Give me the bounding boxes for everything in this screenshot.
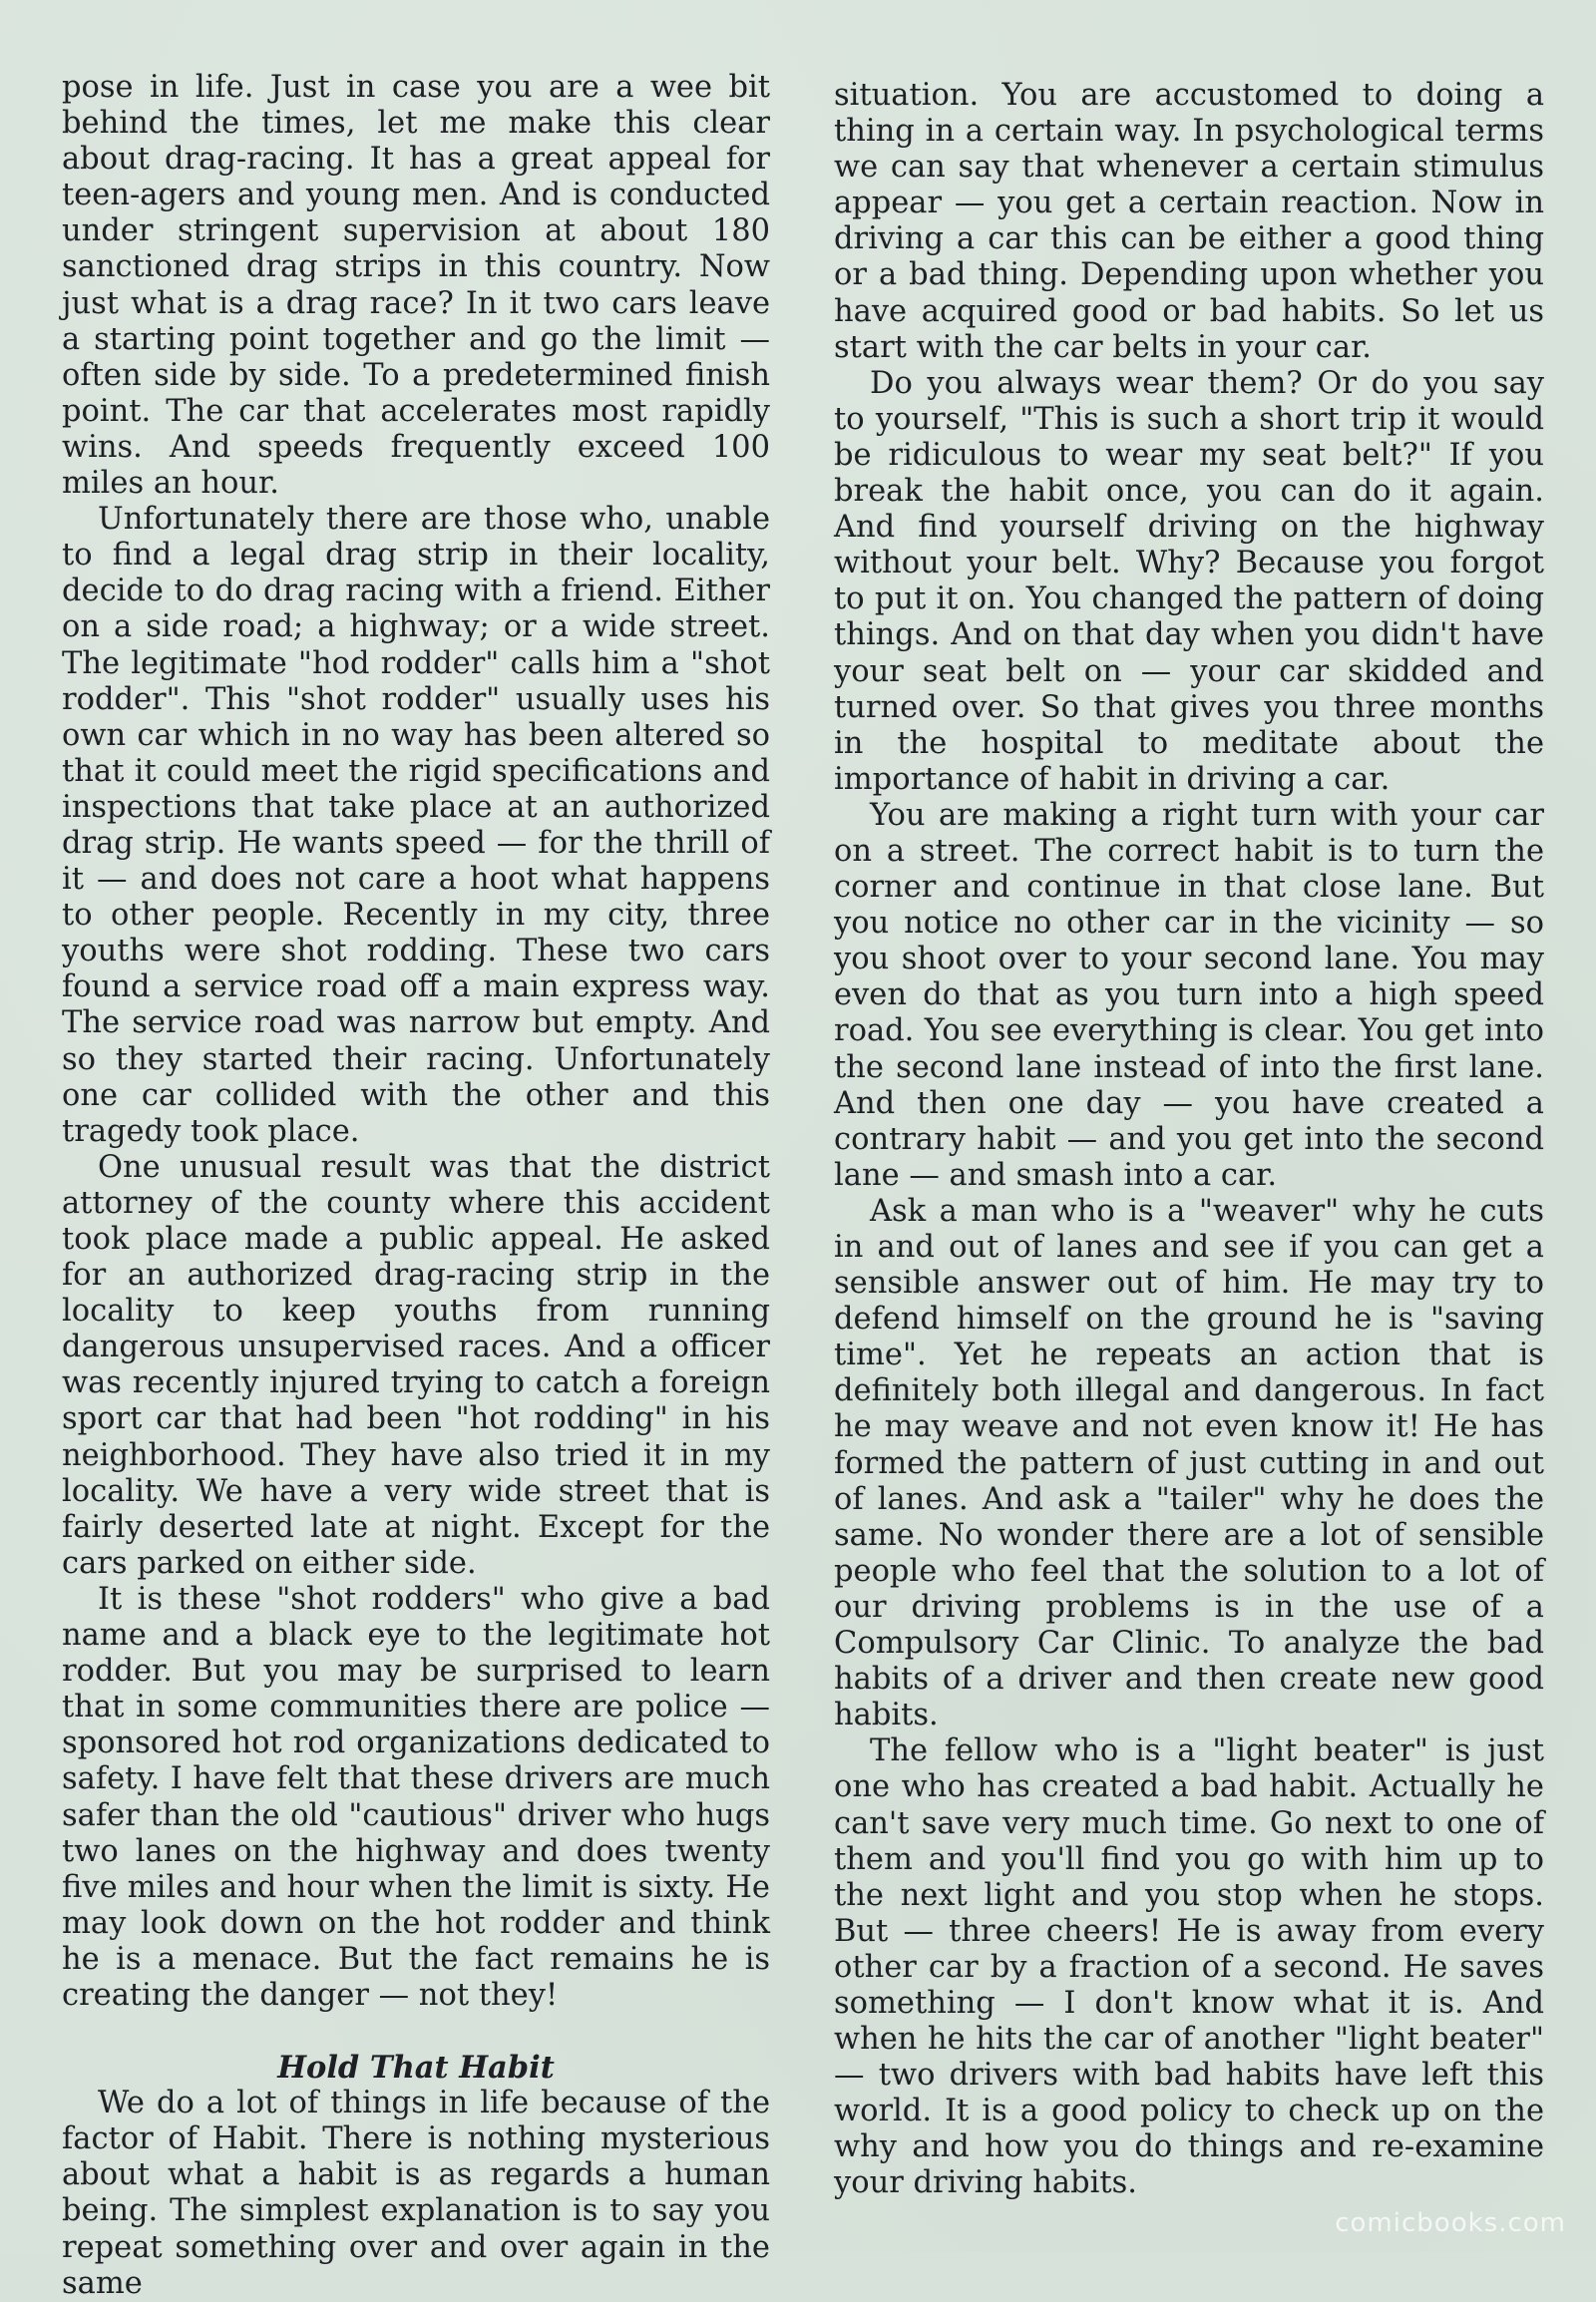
paragraph: One unusual result was that the district attorney of the county where this accident took place made a public appeal. He asked for an authorized drag-racing strip in the locality to keep youths from running dangerous unsupervised races. And a officer was recently injured trying to catch a foreign sport car that had been "hot rodding" in his neighborhood. They have also tried it in my locality. We have a very wide street that is fairly deserted late at night. Except for the cars parked on either side.: [62, 1149, 770, 1581]
paragraph: The fellow who is a "light beater" is just one who has created a bad habit. Actually he can't save very much time. Go next to one of them and you'll find you go with him up to the next light and you stop when he stops. But — three cheers! He is away from every other car by a fraction of a second. He saves something — I don't know what it is. And when he hits the car of another "light beater" — two drivers with bad habits have left this world. It is a good policy to check up on the why and how you do things and re-examine your driving habits.: [834, 1733, 1544, 2201]
left-column: [62, 70, 770, 2302]
paragraph: situation. You are accustomed to doing a thing in a certain way. In psychological terms we can say that whenever a certain stimulus appear — you get a certain reaction. Now in driving a car this can be either a good thing or a bad thing. Depending upon whether you have acquired good or bad habits. So let us start with the car belts in your car.: [834, 78, 1544, 365]
paragraph: pose in life. Just in case you are a wee bit behind the times, let me make this clear about drag-racing. It has a great appeal for teen-agers and young men. And is conducted under stringent supervision at about 180 sanctioned drag strips in this country. Now just what is a drag race? In it two cars leave a starting point together and go the limit — often side by side. To a predetermined finish point. The car that accelerates most rapidly wins. And speeds frequently exceed 100 miles an hour.: [62, 70, 770, 502]
paragraph: Do you always wear them? Or do you say to yourself, "This is such a short trip it would be ridiculous to wear my seat belt?" If you break the habit once, you can do it again. And find yourself driving on the highway without your belt. Why? Because you forgot to put it on. You changed the pattern of doing things. And on that day when you didn't have your seat belt on — your car skidded and turned over. So that gives you three months in the hospital to meditate about the importance of habit in driving a car.: [834, 365, 1544, 797]
watermark: comicbooks.com: [1335, 2208, 1566, 2238]
paragraph: It is these "shot rodders" who give a bad name and a black eye to the legitimate hot rodder. But you may be surprised to learn that in some communities there are police — sponsored hot rod organizations dedicated to safety. I have felt that these drivers are much safer than the old "cautious" driver who hugs two lanes on the highway and does twenty five miles and hour when the limit is sixty. He may look down on the hot rodder and think he is a menace. But the fact remains he is creating the danger — not they!: [62, 1581, 770, 2013]
paragraph: Ask a man who is a "weaver" why he cuts in and out of lanes and see if you can get a sensible answer out of him. He may try to defend himself on the ground he is "saving time". Yet he repeats an action that is definitely both illegal and dangerous. In fact he may weave and not even know it! He has formed the pattern of just cutting in and out of lanes. And ask a "tailer" why he does the same. No wonder there are a lot of sensible people who feel that the solution to a lot of our driving problems is in the use of a Compulsory Car Clinic. To analyze the bad habits of a driver and then create new good habits.: [834, 1193, 1544, 1733]
paragraph: You are making a right turn with your car on a street. The correct habit is to turn the corner and continue in that close lane. But you notice no other car in the vicinity — so you shoot over to your second lane. You may even do that as you turn into a high speed road. You see everything is clear. You get into the second lane instead of into the first lane. And then one day — you have created a contrary habit — and you get into the second lane — and smash into a car.: [834, 797, 1544, 1193]
right-column: [834, 78, 1544, 2202]
section-heading: Hold That Habit: [277, 2050, 555, 2087]
paragraph: We do a lot of things in life because of the factor of Habit. There is nothing mysterious about what a habit is as regards a human being. The simplest explanation is to say you repeat something over and over again in the same: [62, 2086, 770, 2301]
paragraph: Unfortunately there are those who, unable to find a legal drag strip in their locality, decide to do drag racing with a friend. Either on a side road; a highway; or a wide street. The legitimate "hod rodder" calls him a "shot rodder". This "shot rodder" usually uses his own car which in no way has been altered so that it could meet the rigid specifications and inspections that take place at an authorized drag strip. He wants speed — for the thrill of it — and does not care a hoot what happens to other people. Recently in my city, three youths were shot rodding. These two cars found a service road off a main express way. The service road was narrow but empty. And so they started their racing. Unfortunately one car collided with the other and this tragedy took place.: [62, 502, 770, 1149]
